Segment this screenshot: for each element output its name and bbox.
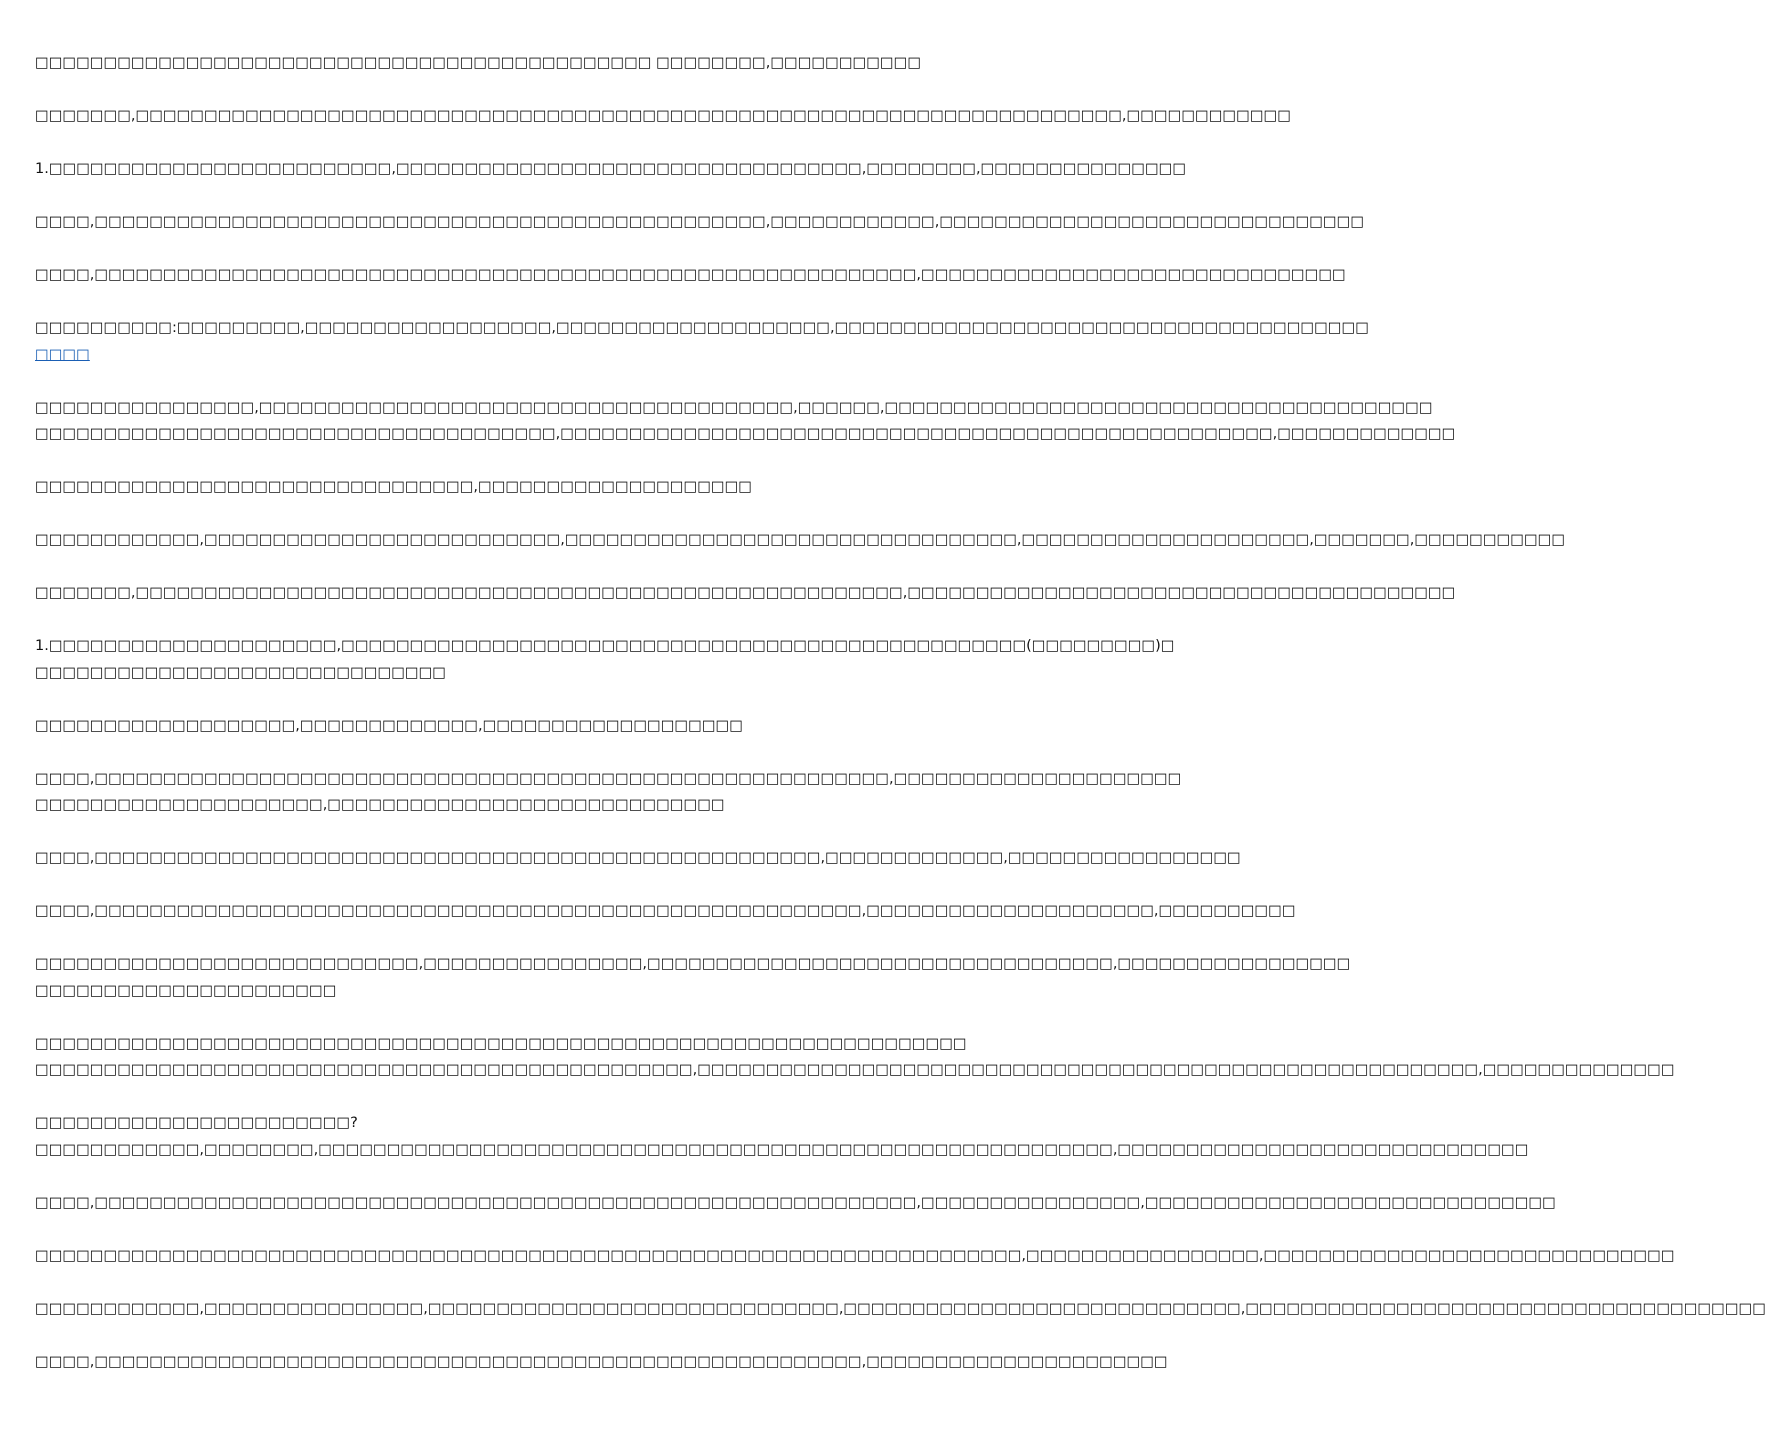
paragraph-line: □□□□□□□,□□□□□□□□□□□□□□□□□□□□□□□□□□□□□□□□□□□□□□□□□□□□□□□□□□□□□□□□,□□□□□□□□□□□□□□□□□□□□□□□□□□□□□□□□□□□□□□□□ [35,585,1456,601]
paragraph-line: □□□□□□□□□□□□□□□□□□□□□□□□□□□□□□□□□□□□□□□□□□□□□□□□□□□□□□□□□□□□□□□□□□□□□□□□,□□□□□□□□□□□□□□□□□,□□□□□□□□□□□□□□□□□□□□□□□□□□□□□□ [35,1247,1675,1264]
paragraph [35,713,989,740]
paragraph [35,156,1187,183]
paragraph [35,766,1182,819]
paragraph [35,845,1241,872]
paragraph-line: □□□□□□□□□□□□□□□□□□□□□,□□□□□□□□□□□□□□□□□□□□□□□□□□□□□ [35,797,725,813]
paragraph-line: □□□□□□□□□□□□□□□□□□□□□□□? [35,1115,358,1131]
paragraph [35,1349,1168,1376]
paragraph-line: □□□□,□□□□□□□□□□□□□□□□□□□□□□□□□□□□□□□□□□□□□□□□□□□□□□□□□□□□□□□□,□□□□□□□□□□□□□□□□□□□□□,□□□□□□□□□□ [35,903,1296,919]
paragraph [35,633,1175,686]
paragraph [35,1243,1675,1270]
paragraph-line: □□□□□□□□□□:□□□□□□□□□,□□□□□□□□□□□□□□□□□□,□□□□□□□□□□□□□□□□□□□□,□□□□□□□□□□□□□□□□□□□□□□□□□□□□□□□□□□□□□□□ [35,320,1369,336]
paragraph-line: □□□□,□□□□□□□□□□□□□□□□□□□□□□□□□□□□□□□□□□□□□□□□□□□□□□□□□□□□□□□□□□,□□□□□□□□□□□□□□□□□□□□□ [35,770,1182,787]
paragraph-line: □□□□,□□□□□□□□□□□□□□□□□□□□□□□□□□□□□□□□□□□□□□□□□□□□□□□□□□□□□□□□□□□□,□□□□□□□□□□□□□□□□,□□□□□□□□□□□□□□□□□□□□□□□□□□□□□□ [35,1194,1556,1211]
paragraph-line: 1.□□□□□□□□□□□□□□□□□□□□□,□□□□□□□□□□□□□□□□□□□□□□□□□□□□□□□□□□□□□□□□□□□□□□□□□□(□□□□□□□□□)□ [35,638,1175,654]
paragraph-line: □□□□□□□□□□□□,□□□□□□□□□□□□□□□□□□□□□□□□□□,□□□□□□□□□□□□□□□□□□□□□□□□□□□□□□□□□,□□□□□□□□□□□□□□□□□□□□□,□□□□□□□,□□□□□□□□□□□ [35,532,1566,548]
paragraph-line: □□□□□□□□□□□□□□□□□□□□□□ [35,982,337,999]
paragraph-line: □□□□□□□□□□□□□□□□□□□□□□□□□□□□□□□□□□□□□□,□□□□□□□□□□□□□□□□□□□□□□□□□□□□□□□□□□□□□□□□□□□□□□□□□□□□,□□□□□□□□□□□□□ [35,426,1456,442]
paragraph [35,898,1296,925]
paragraph-line: □□□□□□□□□□□□□□□□□□□□□□□□□□□□□□□□□□□□□□□□□□□□□ □□□□□□□□,□□□□□□□□□□□ [35,55,922,71]
paragraph-line: □□□□□□□□□□□□□□□□□□□,□□□□□□□□□□□□□,□□□□□□□□□□□□□□□□□□□ [35,717,743,734]
paragraph [35,262,1346,289]
paragraph-line: □□□□,□□□□□□□□□□□□□□□□□□□□□□□□□□□□□□□□□□□□□□□□□□□□□□□□□□□□□,□□□□□□□□□□□□□,□□□□□□□□□□□□□□□□□ [35,850,1241,866]
paragraph-line: □□□□□□□□□□□□□□□□□□□□□□□□□□□□□□□□,□□□□□□□□□□□□□□□□□□□□ [35,479,753,495]
paragraph [35,103,1291,130]
paragraph-line: □□□□,□□□□□□□□□□□□□□□□□□□□□□□□□□□□□□□□□□□□□□□□□□□□□□□□□,□□□□□□□□□□□□,□□□□□□□□□□□□□□□□□□□□□□□□□□□□□□□ [35,214,1365,230]
paragraph [35,1031,1675,1084]
paragraph-line: □□□□□□□□□□□□□□□□□□□□□□□□□□□□□□□□□□□□□□□□□□□□□□□□,□□□□□□□□□□□□□□□□□□□□□□□□□□□□□□□□□□□□□□□□□□□□□□□□□□□□□□□□□,□□□□□□□□□□□□□□ [35,1062,1675,1078]
paragraph [35,1110,1529,1163]
paragraph-line: □□□□□□□,□□□□□□□□□□□□□□□□□□□□□□□□□□□□□□□□□□□□□□□□□□□□□□□□□□□□□□□□□□□□□□□□□□□□□□□□,□□□□□□□□□□□□ [35,108,1291,124]
paragraph-line: □□□□□□□□□□□□□□□□□□□□□□□□□□□□□□ [35,664,446,681]
paragraph [35,580,1456,607]
paragraph [35,1190,1556,1217]
paragraph [35,951,1351,1004]
document-body [35,50,1766,1402]
paragraph [35,527,1566,554]
paragraph [35,1296,1766,1323]
inline-link[interactable]: □□□□ [35,346,90,363]
paragraph [35,209,1365,236]
paragraph-line: □□□□,□□□□□□□□□□□□□□□□□□□□□□□□□□□□□□□□□□□□□□□□□□□□□□□□□□□□□□□□,□□□□□□□□□□□□□□□□□□□□□□ [35,1353,1168,1370]
paragraph [35,395,1456,448]
paragraph-line: □□□□,□□□□□□□□□□□□□□□□□□□□□□□□□□□□□□□□□□□□□□□□□□□□□□□□□□□□□□□□□□□□,□□□□□□□□□□□□□□□□□□□□□□□□□□□□□□□ [35,267,1346,283]
paragraph-line: □□□□□□□□□□□□□□□□,□□□□□□□□□□□□□□□□□□□□□□□□□□□□□□□□□□□□□□□,□□□□□□,□□□□□□□□□□□□□□□□□□□□□□□□□□□□□□□□□□□□□□□□ [35,399,1433,416]
paragraph-line: □□□□□□□□□□□□,□□□□□□□□□□□□□□□□,□□□□□□□□□□□□□□□□□□□□□□□□□□□□□□,□□□□□□□□□□□□□□□□□□□□□□□□□□□□□,□□□□□□□□□□□□□□□□□□□□□□□□□□□□□□□□□□□□□□ [35,1300,1766,1317]
paragraph [35,315,1369,368]
paragraph-line: □□□□□□□□□□□□□□□□□□□□□□□□□□□□□□□□□□□□□□□□□□□□□□□□□□□□□□□□□□□□□□□□□□□□ [35,1035,967,1052]
paragraph [35,50,989,77]
paragraph [35,474,989,501]
paragraph-line: □□□□□□□□□□□□□□□□□□□□□□□□□□□□,□□□□□□□□□□□□□□□□,□□□□□□□□□□□□□□□□□□□□□□□□□□□□□□□□□□,□□□□□□□□□□□□□□□□□ [35,956,1351,972]
paragraph-line: 1.□□□□□□□□□□□□□□□□□□□□□□□□□,□□□□□□□□□□□□□□□□□□□□□□□□□□□□□□□□□□,□□□□□□□□,□□□□□□□□□□□□□□□ [35,161,1187,177]
paragraph-line: □□□□□□□□□□□□,□□□□□□□□,□□□□□□□□□□□□□□□□□□□□□□□□□□□□□□□□□□□□□□□□□□□□□□□□□□□□□□□□□□,□□□□□□□□□□□□□□□□□□□□□□□□□□□□□□ [35,1141,1529,1158]
